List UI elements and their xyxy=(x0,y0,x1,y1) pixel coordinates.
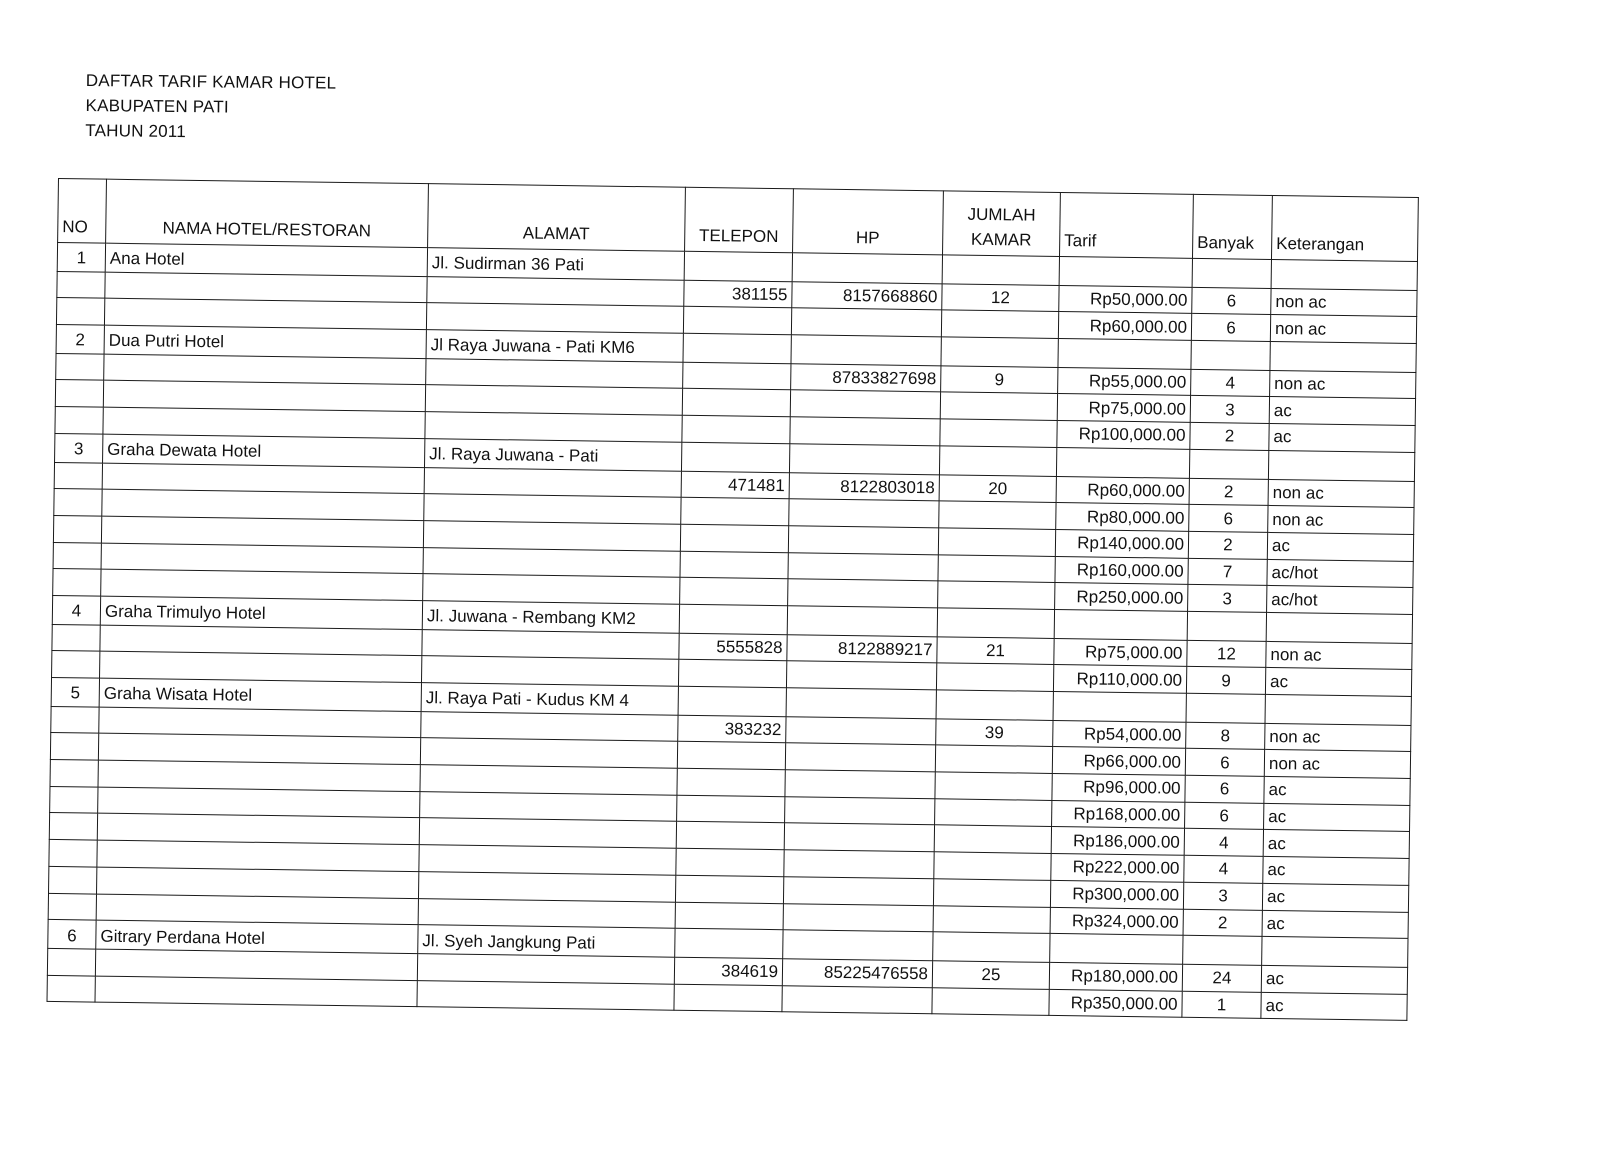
empty-cell xyxy=(421,656,678,686)
empty-cell xyxy=(1186,693,1265,723)
hotel-hp: 87833827698 xyxy=(791,364,941,393)
empty-cell xyxy=(932,987,1049,1015)
empty-cell xyxy=(56,353,104,380)
empty-cell xyxy=(1058,339,1191,370)
hotel-name: Graha Wisata Hotel xyxy=(99,678,421,711)
empty-cell xyxy=(49,866,97,893)
empty-cell xyxy=(52,651,100,678)
rate-tarif: Rp168,000.00 xyxy=(1052,800,1185,829)
hotel-no: 4 xyxy=(52,595,100,624)
hotel-phone: 384619 xyxy=(674,957,782,985)
document-header xyxy=(85,68,336,146)
empty-cell xyxy=(425,385,682,415)
rate-tarif: Rp60,000.00 xyxy=(1056,476,1189,505)
col-header-alamat: ALAMAT xyxy=(428,184,686,252)
empty-cell xyxy=(786,661,936,690)
empty-cell xyxy=(420,791,677,821)
hotel-name: Ana Hotel xyxy=(105,243,427,276)
empty-cell xyxy=(48,893,96,920)
empty-cell xyxy=(57,271,105,298)
hotel-no: 1 xyxy=(57,243,105,272)
hotel-phone xyxy=(683,362,791,390)
hotel-phone: 381155 xyxy=(684,280,792,308)
empty-cell xyxy=(682,415,790,443)
empty-cell xyxy=(1191,340,1270,370)
empty-cell xyxy=(933,932,1050,962)
rate-tarif: Rp160,000.00 xyxy=(1055,556,1188,585)
hotel-name: Graha Dewata Hotel xyxy=(103,434,425,467)
empty-cell xyxy=(420,738,677,768)
empty-cell xyxy=(939,446,1056,476)
rate-keterangan: ac xyxy=(1264,803,1410,832)
empty-cell xyxy=(47,975,95,1002)
empty-cell xyxy=(934,825,1051,853)
hotel-no: 5 xyxy=(51,677,99,706)
rate-keterangan: ac xyxy=(1264,776,1410,805)
rate-tarif: Rp55,000.00 xyxy=(1058,367,1191,396)
rate-tarif: Rp100,000.00 xyxy=(1057,421,1190,450)
empty-cell xyxy=(791,335,941,366)
empty-cell xyxy=(785,743,935,772)
empty-cell xyxy=(789,444,939,475)
col-header-telepon: TELEPON xyxy=(685,187,794,253)
col-header-jumlah-kamar xyxy=(943,191,1061,257)
empty-cell xyxy=(941,337,1058,367)
empty-cell xyxy=(422,629,679,659)
empty-cell xyxy=(417,953,674,983)
hotel-address: Jl. Raya Juwana - Pati xyxy=(424,438,681,470)
rate-banyak: 6 xyxy=(1192,287,1271,315)
col-header-tarif: Tarif xyxy=(1060,192,1194,258)
rate-keterangan: ac xyxy=(1261,965,1407,994)
empty-cell xyxy=(680,577,788,605)
rate-banyak: 4 xyxy=(1184,829,1263,857)
hotel-hp: 8157668860 xyxy=(792,281,942,310)
empty-cell xyxy=(95,976,417,1007)
hotel-room-count: 39 xyxy=(936,718,1053,746)
empty-cell xyxy=(676,848,784,876)
empty-cell xyxy=(787,606,937,637)
rate-keterangan: ac xyxy=(1269,397,1415,426)
empty-cell xyxy=(418,871,675,901)
empty-cell xyxy=(938,581,1055,609)
empty-cell xyxy=(424,494,681,524)
empty-cell xyxy=(934,852,1051,880)
empty-cell xyxy=(1059,256,1192,287)
empty-cell xyxy=(1054,609,1187,640)
empty-cell xyxy=(940,419,1057,447)
empty-cell xyxy=(785,796,935,825)
hotel-address: Jl. Juwana - Rembang KM2 xyxy=(422,601,679,633)
empty-cell xyxy=(676,822,784,850)
tariff-table xyxy=(46,178,1418,1021)
empty-cell xyxy=(942,255,1059,285)
rate-keterangan: non ac xyxy=(1270,315,1416,344)
empty-cell xyxy=(426,303,683,333)
rate-banyak: 3 xyxy=(1190,396,1269,424)
rate-banyak: 4 xyxy=(1191,369,1270,397)
rate-keterangan: non ac xyxy=(1266,641,1412,670)
empty-cell xyxy=(675,928,783,958)
col-header-no: NO xyxy=(58,179,107,244)
empty-cell xyxy=(788,552,938,581)
hotel-room-count: 9 xyxy=(941,366,1058,394)
empty-cell xyxy=(1270,342,1416,373)
empty-cell xyxy=(53,515,101,542)
empty-cell xyxy=(50,786,98,813)
empty-cell xyxy=(790,390,940,419)
empty-cell xyxy=(788,579,938,608)
rate-keterangan: ac/hot xyxy=(1267,559,1413,588)
empty-cell xyxy=(681,442,789,472)
hotel-hp: 85225476558 xyxy=(782,959,932,988)
rate-banyak: 8 xyxy=(1186,722,1265,750)
empty-cell xyxy=(53,569,101,596)
rate-tarif: Rp186,000.00 xyxy=(1051,827,1184,856)
empty-cell xyxy=(419,818,676,848)
table-body xyxy=(47,243,1417,1021)
empty-cell xyxy=(788,526,938,555)
rate-tarif: Rp300,000.00 xyxy=(1050,880,1183,909)
col-header-kamar: KAMAR xyxy=(970,229,1032,250)
hotel-address: Jl. Raya Pati - Kudus KM 4 xyxy=(421,683,678,715)
hotel-address: Jl Raya Juwana - Pati KM6 xyxy=(426,330,683,362)
hotel-name: Graha Trimulyo Hotel xyxy=(100,596,422,629)
empty-cell xyxy=(418,898,675,928)
rate-keterangan: ac xyxy=(1265,668,1411,697)
empty-cell xyxy=(675,875,783,903)
empty-cell xyxy=(937,608,1054,638)
rate-tarif: Rp96,000.00 xyxy=(1052,774,1185,803)
rate-banyak: 2 xyxy=(1188,531,1267,559)
empty-cell xyxy=(49,840,97,867)
rate-banyak: 9 xyxy=(1186,667,1265,695)
empty-cell xyxy=(940,392,1057,420)
rate-tarif: Rp250,000.00 xyxy=(1055,583,1188,612)
hotel-name: Gitrary Perdana Hotel xyxy=(96,920,418,953)
empty-cell xyxy=(789,499,939,528)
rate-banyak: 4 xyxy=(1184,855,1263,883)
empty-cell xyxy=(678,686,786,716)
rate-keterangan: ac xyxy=(1263,830,1409,859)
empty-cell xyxy=(783,930,933,961)
col-header-nama: NAMA HOTEL/RESTORAN xyxy=(106,179,429,247)
empty-cell xyxy=(677,768,785,796)
empty-cell xyxy=(786,688,936,719)
empty-cell xyxy=(941,310,1058,338)
hotel-no: 2 xyxy=(56,325,104,354)
empty-cell xyxy=(1271,259,1417,290)
empty-cell xyxy=(420,765,677,795)
empty-cell xyxy=(424,467,681,497)
rate-tarif: Rp75,000.00 xyxy=(1054,638,1187,667)
rate-keterangan: ac xyxy=(1269,424,1415,453)
rate-tarif: Rp110,000.00 xyxy=(1053,665,1186,694)
empty-cell xyxy=(675,902,783,930)
empty-cell xyxy=(677,742,785,770)
empty-cell xyxy=(682,389,790,417)
empty-cell xyxy=(423,574,680,604)
rate-banyak: 24 xyxy=(1182,964,1261,992)
rate-banyak: 12 xyxy=(1187,640,1266,668)
rate-banyak: 2 xyxy=(1190,422,1269,450)
empty-cell xyxy=(1189,449,1268,479)
empty-cell xyxy=(426,358,683,388)
empty-cell xyxy=(679,604,787,634)
header-year: TAHUN 2011 xyxy=(85,120,187,142)
empty-cell xyxy=(683,333,791,363)
empty-cell xyxy=(56,298,104,325)
hotel-hp xyxy=(786,716,936,745)
empty-cell xyxy=(55,380,103,407)
rate-tarif: Rp66,000.00 xyxy=(1052,747,1185,776)
rate-keterangan: ac xyxy=(1263,857,1409,886)
empty-cell xyxy=(50,760,98,787)
empty-cell xyxy=(1262,937,1408,968)
rate-banyak: 6 xyxy=(1185,802,1264,830)
empty-cell xyxy=(1183,935,1262,965)
empty-cell xyxy=(784,850,934,879)
rate-keterangan: non ac xyxy=(1268,479,1414,508)
empty-cell xyxy=(933,905,1050,933)
empty-cell xyxy=(678,660,786,688)
rate-banyak: 6 xyxy=(1185,749,1264,777)
rate-keterangan: ac xyxy=(1262,883,1408,912)
hotel-room-count: 12 xyxy=(942,284,1059,312)
hotel-name: Dua Putri Hotel xyxy=(104,325,426,358)
rate-tarif: Rp75,000.00 xyxy=(1057,394,1190,423)
rate-keterangan: non ac xyxy=(1270,370,1416,399)
rate-banyak: 6 xyxy=(1189,505,1268,533)
empty-cell xyxy=(790,417,940,446)
rate-banyak: 6 xyxy=(1185,775,1264,803)
empty-cell xyxy=(1192,258,1271,288)
rate-tarif: Rp222,000.00 xyxy=(1051,854,1184,883)
empty-cell xyxy=(1187,611,1266,641)
rate-tarif: Rp324,000.00 xyxy=(1050,907,1183,936)
col-header-keterangan: Keterangan xyxy=(1271,195,1418,261)
hotel-no: 6 xyxy=(48,920,96,949)
hotel-no: 3 xyxy=(55,433,103,462)
empty-cell xyxy=(417,980,674,1010)
empty-cell xyxy=(55,407,103,434)
empty-cell xyxy=(939,501,1056,529)
header-region: KABUPATEN PATI xyxy=(85,95,229,117)
rate-banyak: 6 xyxy=(1191,314,1270,342)
empty-cell xyxy=(783,877,933,906)
empty-cell xyxy=(1050,934,1183,965)
empty-cell xyxy=(680,524,788,552)
empty-cell xyxy=(791,308,941,337)
empty-cell xyxy=(423,547,680,577)
empty-cell xyxy=(938,528,1055,556)
empty-cell xyxy=(421,711,678,741)
empty-cell xyxy=(683,307,791,335)
empty-cell xyxy=(674,984,782,1012)
empty-cell xyxy=(1266,612,1412,643)
empty-cell xyxy=(784,823,934,852)
empty-cell xyxy=(54,462,102,489)
empty-cell xyxy=(47,948,95,975)
rate-tarif: Rp80,000.00 xyxy=(1056,503,1189,532)
empty-cell xyxy=(935,772,1052,800)
empty-cell xyxy=(427,276,684,306)
empty-cell xyxy=(792,253,942,284)
rate-banyak: 3 xyxy=(1183,882,1262,910)
header-title: DAFTAR TARIF KAMAR HOTEL xyxy=(85,70,337,93)
empty-cell xyxy=(53,542,101,569)
rate-tarif: Rp350,000.00 xyxy=(1049,989,1182,1018)
rate-keterangan: ac xyxy=(1267,532,1413,561)
empty-cell xyxy=(1268,450,1414,481)
hotel-hp: 8122803018 xyxy=(789,472,939,501)
rate-banyak: 2 xyxy=(1183,909,1262,937)
rate-keterangan: non ac xyxy=(1265,723,1411,752)
empty-cell xyxy=(1265,694,1411,725)
empty-cell xyxy=(935,799,1052,827)
empty-cell xyxy=(681,497,789,525)
tariff-table-wrapper xyxy=(46,178,1417,1021)
empty-cell xyxy=(677,795,785,823)
empty-cell xyxy=(1053,691,1186,722)
empty-cell xyxy=(936,690,1053,720)
empty-cell xyxy=(782,985,932,1014)
empty-cell xyxy=(783,903,933,932)
empty-cell xyxy=(680,551,788,579)
hotel-phone: 471481 xyxy=(681,471,789,499)
rate-tarif: Rp180,000.00 xyxy=(1049,962,1182,991)
col-header-jumlah: JUMLAH xyxy=(967,204,1036,225)
empty-cell xyxy=(1056,447,1189,478)
empty-cell xyxy=(684,251,792,281)
hotel-address: Jl. Sudirman 36 Pati xyxy=(427,248,684,280)
rate-tarif: Rp140,000.00 xyxy=(1055,529,1188,558)
rate-tarif: Rp54,000.00 xyxy=(1053,720,1186,749)
rate-tarif: Rp50,000.00 xyxy=(1059,285,1192,314)
hotel-hp: 8122889217 xyxy=(787,634,937,663)
rate-keterangan: ac xyxy=(1261,992,1407,1021)
rate-keterangan: non ac xyxy=(1264,750,1410,779)
hotel-address: Jl. Syeh Jangkung Pati xyxy=(418,925,675,957)
empty-cell xyxy=(49,813,97,840)
rate-keterangan: non ac xyxy=(1268,506,1414,535)
hotel-phone: 383232 xyxy=(678,715,786,743)
empty-cell xyxy=(785,770,935,799)
empty-cell xyxy=(425,412,682,442)
empty-cell xyxy=(54,489,102,516)
rate-banyak: 3 xyxy=(1188,585,1267,613)
rate-banyak: 7 xyxy=(1188,558,1267,586)
hotel-room-count: 20 xyxy=(939,474,1056,502)
rate-banyak: 1 xyxy=(1182,991,1261,1019)
empty-cell xyxy=(51,706,99,733)
rate-keterangan: non ac xyxy=(1271,288,1417,317)
empty-cell xyxy=(933,879,1050,907)
empty-cell xyxy=(935,745,1052,773)
empty-cell xyxy=(423,521,680,551)
rate-tarif: Rp60,000.00 xyxy=(1058,312,1191,341)
rate-banyak: 2 xyxy=(1189,478,1268,506)
empty-cell xyxy=(50,733,98,760)
col-header-banyak: Banyak xyxy=(1192,194,1272,259)
empty-cell xyxy=(52,624,100,651)
hotel-phone: 5555828 xyxy=(679,633,787,661)
hotel-room-count: 21 xyxy=(937,636,1054,664)
empty-cell xyxy=(938,554,1055,582)
empty-cell xyxy=(419,845,676,875)
rate-keterangan: ac/hot xyxy=(1267,586,1413,615)
hotel-room-count: 25 xyxy=(932,961,1049,989)
empty-cell xyxy=(936,663,1053,691)
col-header-hp: HP xyxy=(793,189,944,255)
rate-keterangan: ac xyxy=(1262,910,1408,939)
